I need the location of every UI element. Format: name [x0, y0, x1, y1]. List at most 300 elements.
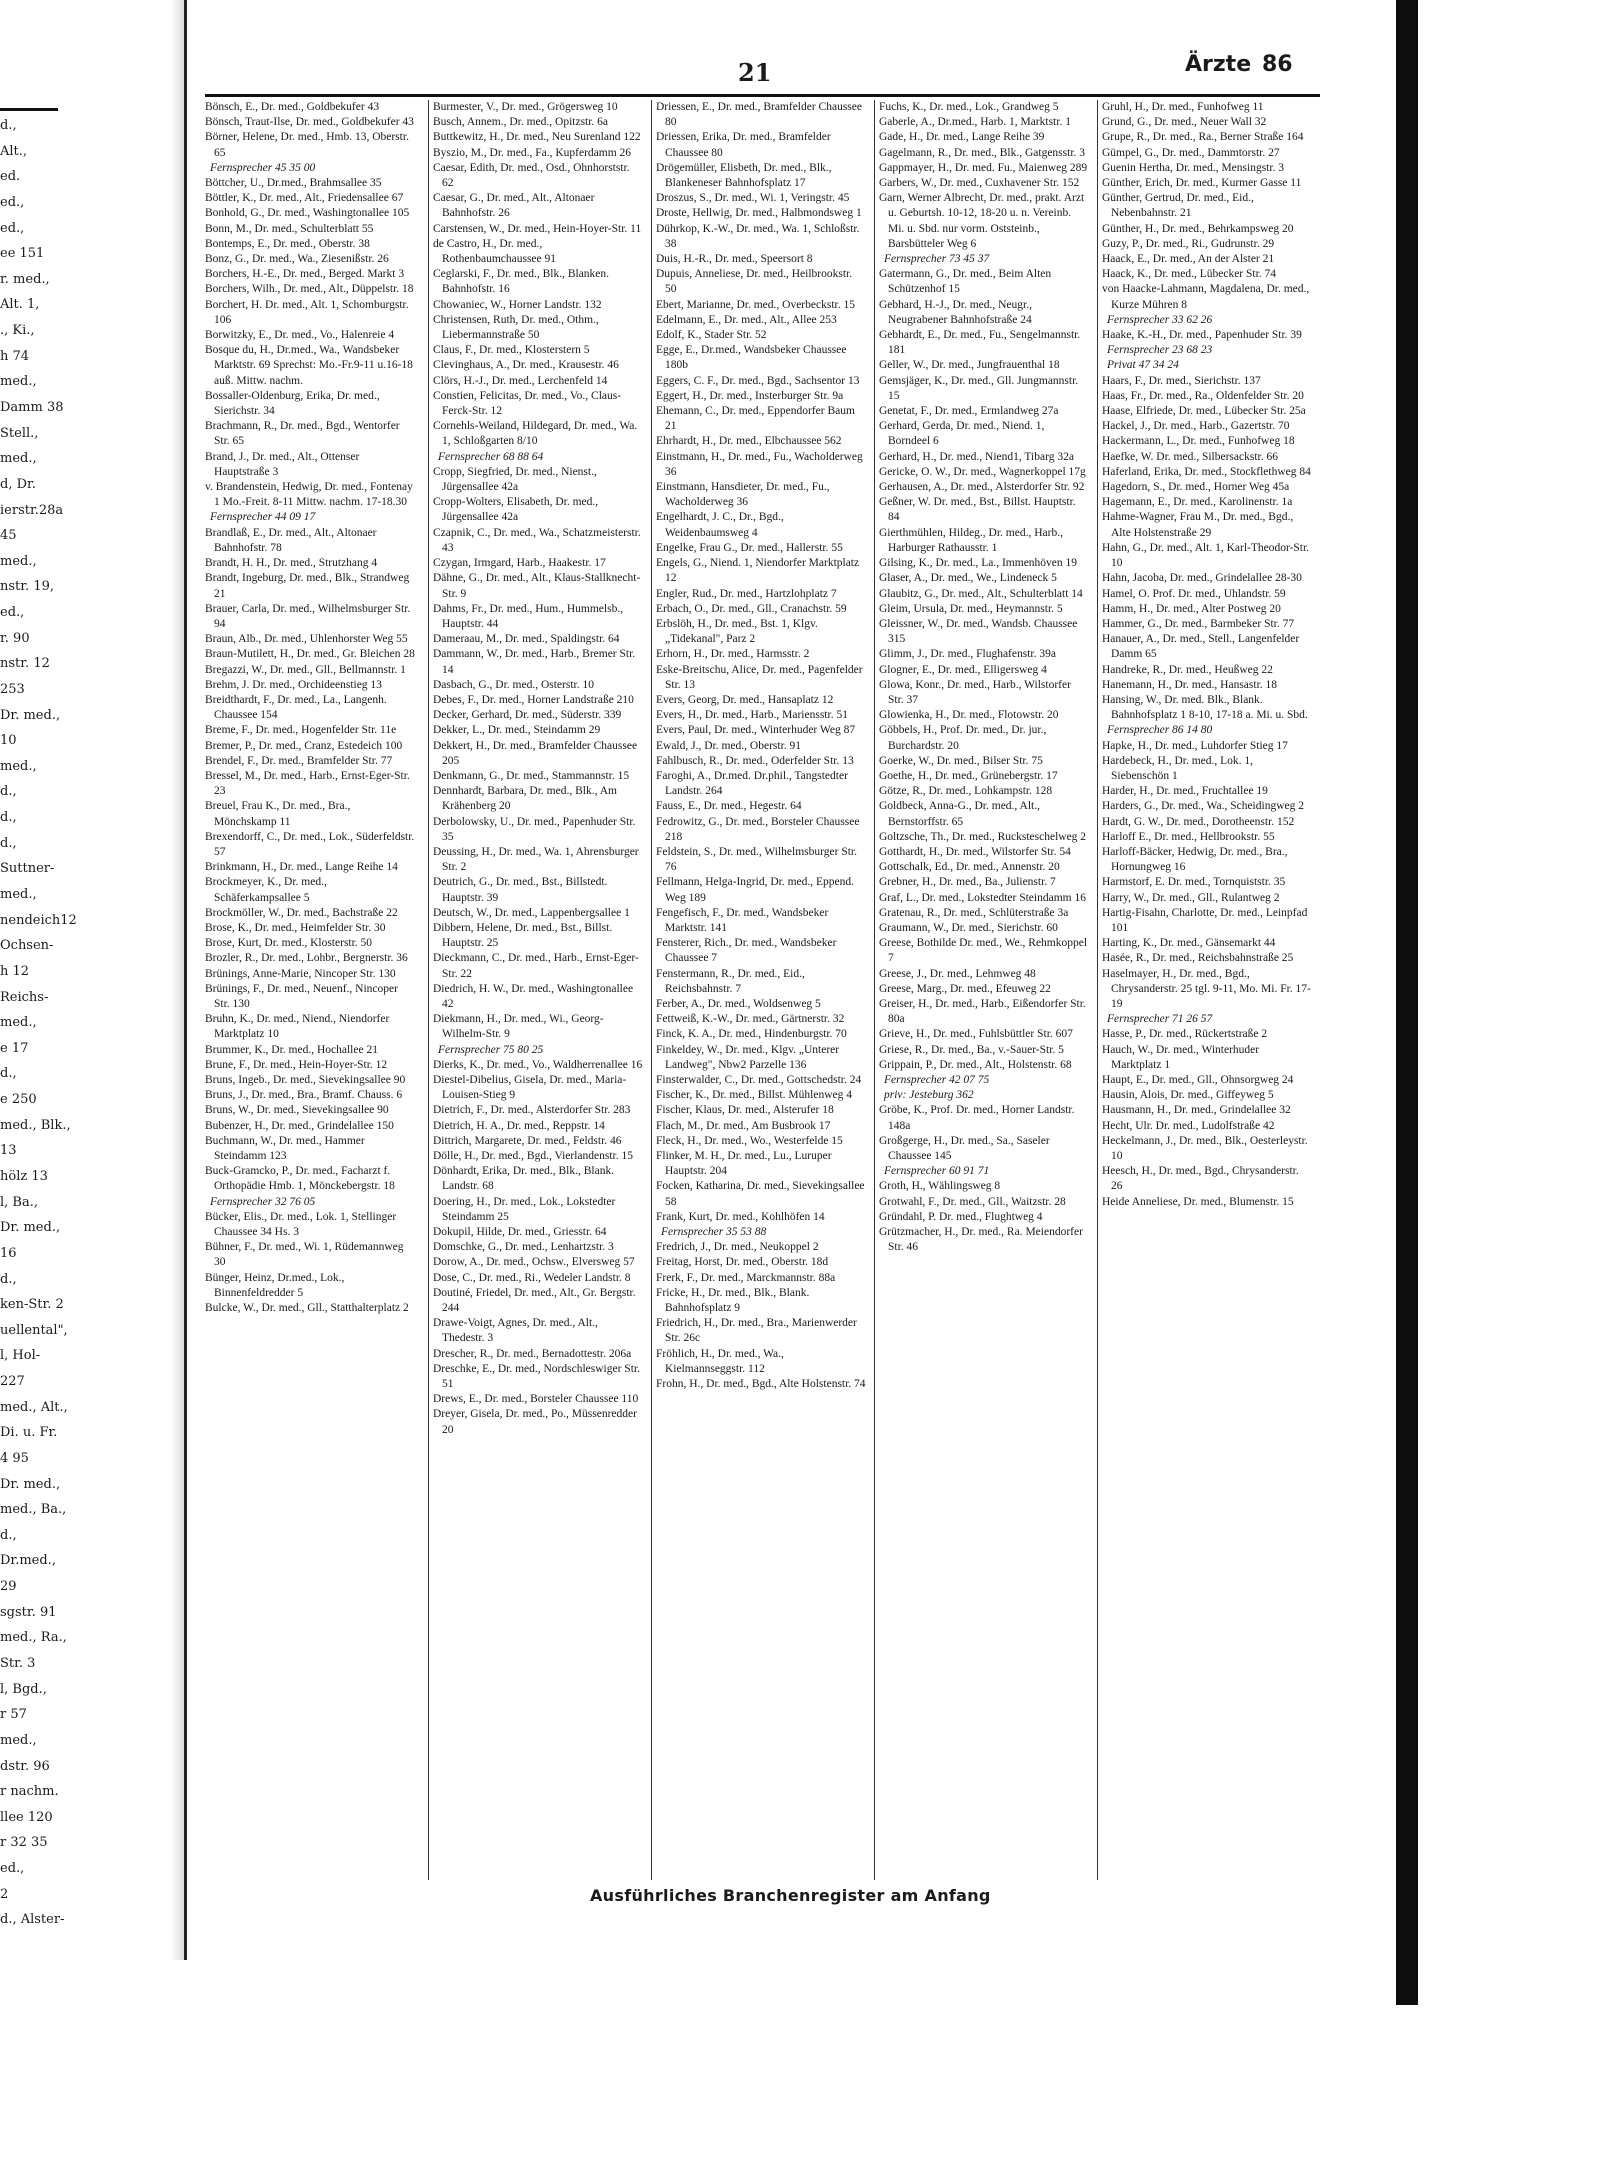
- directory-entry: Bruns, J., Dr. med., Bra., Bramf. Chauss. 6: [205, 1089, 403, 1102]
- directory-entry: Haselmayer, H., Dr. med., Bgd., Chrysanderstr. 25 tgl. 9-11, Mo. Mi. Fr. 17-19: [1102, 967, 1311, 1010]
- directory-entry: Drawe-Voigt, Agnes, Dr. med., Alt., Thedestr. 3: [433, 1317, 598, 1345]
- left-fragment: sgstr. 91: [0, 1604, 57, 1620]
- directory-entry: Dahms, Fr., Dr. med., Hum., Hummelsb., Hauptstr. 44: [433, 602, 624, 630]
- left-fragment: h 74: [0, 348, 30, 364]
- directory-entry: Eggert, H., Dr. med., Insterburger Str. 9a: [656, 389, 844, 402]
- page-number: 21: [738, 58, 772, 87]
- phone-line: Privat 47 34 24: [1107, 359, 1179, 372]
- directory-entry: Ewald, J., Dr. med., Oberstr. 91: [656, 739, 802, 752]
- directory-entry: Edelmann, E., Dr. med., Alt., Allee 253: [656, 313, 837, 326]
- left-page-rule: [0, 108, 58, 111]
- page-gutter-shadow: [170, 0, 184, 1960]
- directory-entry: Busch, Annem., Dr. med., Opitzstr. 6a: [433, 116, 609, 129]
- directory-entry: Frank, Kurt, Dr. med., Kohlhöfen 14: [656, 1210, 825, 1223]
- left-fragment: Dr.med.,: [0, 1553, 56, 1569]
- directory-entry: Edolf, K., Stader Str. 52: [656, 329, 767, 342]
- directory-entry: Dekkert, H., Dr. med., Bramfelder Chaussee 205: [433, 739, 638, 767]
- left-fragment: med.,: [0, 553, 37, 569]
- directory-entry: Harting, K., Dr. med., Gänsemarkt 44: [1102, 937, 1276, 950]
- directory-entry: Dameraau, M., Dr. med., Spaldingstr. 64: [433, 633, 620, 646]
- directory-entry: Hauch, W., Dr. med., Winterhuder Marktplatz 1: [1102, 1043, 1260, 1071]
- directory-entry: Ehemann, C., Dr. med., Eppendorfer Baum 21: [656, 405, 855, 433]
- directory-entry: Deussing, H., Dr. med., Wa. 1, Ahrensburger Str. 2: [433, 845, 639, 874]
- directory-entry: Engelke, Frau G., Dr. med., Hallerstr. 55: [656, 541, 843, 554]
- left-fragment: 29: [0, 1579, 17, 1595]
- directory-entry: de Castro, H., Dr. med., Rothenbaumchaussee 91: [433, 237, 557, 266]
- directory-entry: Bruns, W., Dr. med., Sievekingsallee 90: [205, 1104, 389, 1117]
- directory-entry: Guzy, P., Dr. med., Ri., Gudrunstr. 29: [1102, 237, 1275, 250]
- directory-entry: Haferland, Erika, Dr. med., Stockflethweg 84: [1102, 465, 1311, 478]
- directory-entry: Geller, W., Dr. med., Jungfrauenthal 18: [879, 359, 1060, 372]
- directory-entry: Gerhard, H., Dr. med., Niend1, Tibarg 32a: [879, 450, 1074, 463]
- header-rule: [205, 94, 1320, 97]
- left-fragment: med.,: [0, 451, 37, 467]
- directory-entry: Braun-Mutilett, H., Dr. med., Gr. Bleichen 28: [205, 648, 415, 661]
- directory-entry: Goltzsche, Th., Dr. med., Rucksteschelweg 2: [879, 830, 1087, 843]
- directory-entry: Dietrich, H. A., Dr. med., Reppstr. 14: [433, 1119, 605, 1132]
- directory-entry: Bönsch, E., Dr. med., Goldbekufer 43: [205, 101, 380, 113]
- directory-entry: Fischer, K., Dr. med., Billst. Mühlenweg 4: [656, 1089, 852, 1102]
- directory-entry: Goethe, H., Dr. med., Grünebergstr. 17: [879, 769, 1058, 782]
- left-fragment: 16: [0, 1245, 17, 1261]
- directory-entry: Decker, Gerhard, Dr. med., Süderstr. 339: [433, 709, 622, 722]
- phone-line: Fernsprecher 42 07 75: [884, 1074, 990, 1086]
- directory-entry: Gotthardt, H., Dr. med., Wilstorfer Str. 54: [879, 845, 1071, 858]
- directory-entry: Bünger, Heinz, Dr.med., Lok., Binnenfeldredder 5: [205, 1271, 345, 1299]
- directory-entry: Brose, K., Dr. med., Heimfelder Str. 30: [205, 921, 386, 934]
- directory-entry: Faroghi, A., Dr.med. Dr.phil., Tangstedter Landstr. 264: [656, 769, 848, 798]
- left-fragment: 227: [0, 1374, 25, 1390]
- directory-entry: Heide Anneliese, Dr. med., Blumenstr. 15: [1102, 1195, 1294, 1208]
- directory-entry: Haas, Fr., Dr. med., Ra., Oldenfelder Str. 20: [1102, 389, 1304, 402]
- left-fragment: Reichs-: [0, 989, 49, 1005]
- directory-entry: Dokupil, Hilde, Dr. med., Griesstr. 64: [433, 1226, 607, 1239]
- directory-entry: Dekker, L., Dr. med., Steindamm 29: [433, 724, 601, 737]
- directory-entry: Fuchs, K., Dr. med., Lok., Grandweg 5: [879, 101, 1059, 113]
- left-fragment: Dr. med.,: [0, 1476, 61, 1492]
- left-fragment: Dr. med.,: [0, 707, 61, 723]
- left-fragment: ed.,: [0, 194, 25, 210]
- directory-entry: Bruhn, K., Dr. med., Niend., Niendorfer Marktplatz 10: [205, 1013, 390, 1041]
- directory-entry: Droste, Hellwig, Dr. med., Halbmondsweg 1: [656, 207, 862, 220]
- directory-entry: Derbolowsky, U., Dr. med., Papenhuder Str. 35: [433, 815, 636, 843]
- directory-entry: Böttler, K., Dr. med., Alt., Friedensallee 67: [205, 192, 404, 205]
- directory-entry: Gade, H., Dr. med., Lange Reihe 39: [879, 131, 1045, 144]
- directory-entry: Glaser, A., Dr. med., We., Lindeneck 5: [879, 572, 1057, 585]
- directory-entry: Günther, Gertrud, Dr. med., Eid., Nebenbahnstr. 21: [1102, 192, 1254, 220]
- directory-entry: Borwitzky, E., Dr. med., Vo., Halenreie 4: [205, 329, 395, 342]
- directory-entry: Glimm, J., Dr. med., Flughafenstr. 39a: [879, 648, 1056, 661]
- directory-entry: Dasbach, G., Dr. med., Osterstr. 10: [433, 678, 594, 691]
- directory-entry: Brachmann, R., Dr. med., Bgd., Wentorfer Str. 65: [205, 420, 400, 448]
- left-fragment: med., Ba.,: [0, 1502, 67, 1518]
- directory-entry: Gümpel, G., Dr. med., Dammtorstr. 27: [1102, 146, 1280, 159]
- phone-line: Fernsprecher 33 62 26: [1107, 313, 1213, 326]
- directory-entry: Cropp, Siegfried, Dr. med., Nienst., Jürgensallee 42a: [433, 465, 597, 494]
- directory-entry: Glowa, Konr., Dr. med., Harb., Wilstorfer Str. 37: [879, 678, 1071, 706]
- directory-entry: Borchert, H. Dr. med., Alt. 1, Schomburgstr. 106: [205, 298, 409, 326]
- directory-entry: Deutsch, W., Dr. med., Lappenbergsallee 1: [433, 906, 630, 919]
- left-fragment: Alt.,: [0, 143, 28, 159]
- left-fragment: nstr. 12: [0, 656, 50, 672]
- directory-entry: Frohn, H., Dr. med., Bgd., Alte Holstenstr. 74: [656, 1378, 866, 1391]
- directory-entry: Gleissner, W., Dr. med., Wandsb. Chaussee 315: [879, 617, 1078, 646]
- directory-entry: Brünings, Anne-Marie, Nincoper Str. 130: [205, 967, 396, 980]
- directory-entry: Bonhold, G., Dr. med., Washingtonallee 105: [205, 207, 410, 220]
- left-fragment: ed.,: [0, 1861, 25, 1877]
- phone-line: priv: Jesteburg 362: [884, 1089, 974, 1102]
- directory-entry: Ceglarski, F., Dr. med., Blk., Blanken. Bahnhofstr. 16: [433, 268, 610, 296]
- left-fragment: med.,: [0, 1015, 37, 1031]
- directory-column-4: [874, 100, 1089, 1880]
- left-fragment: med.,: [0, 374, 37, 390]
- directory-entry: Haase, Elfriede, Dr. med., Lübecker Str. 25a: [1102, 405, 1306, 418]
- directory-entry: Bonn, M., Dr. med., Schulterblatt 55: [205, 222, 374, 235]
- directory-entry: Dierks, K., Dr. med., Vo., Waldherrenallee 16: [433, 1058, 643, 1071]
- left-fragment: uellental",: [0, 1322, 68, 1338]
- left-fragment: med.,: [0, 887, 37, 902]
- directory-entry: Heckelmann, J., Dr. med., Blk., Oesterleystr. 10: [1102, 1134, 1308, 1163]
- directory-entry: Gemsjäger, K., Dr. med., Gll. Jungmannstr. 15: [879, 374, 1079, 402]
- directory-entry: Bühner, F., Dr. med., Wi. 1, Rüdemannweg 30: [205, 1241, 404, 1269]
- left-fragment: e 250: [0, 1092, 37, 1108]
- directory-entry: Garn, Werner Albrecht, Dr. med., prakt. Arzt u. Geburtsh. 10-12, 18-20 u. n. Vereinb. Mi. u. Sbd. nur vorm. Oststeinb., Barsbütteler Weg 6: [879, 192, 1085, 250]
- directory-entry: Haars, F., Dr. med., Sierichstr. 137: [1102, 374, 1261, 387]
- left-fragment: l, Ba.,: [0, 1194, 38, 1210]
- directory-entry: Dreschke, E., Dr. med., Nordschleswiger Str. 51: [433, 1362, 640, 1391]
- directory-entry: Hausmann, H., Dr. med., Grindelallee 32: [1102, 1104, 1291, 1117]
- directory-entry: Hecht, Ulr. Dr. med., Ludolfstraße 42: [1102, 1119, 1275, 1132]
- directory-entry: Brinkmann, H., Dr. med., Lange Reihe 14: [205, 861, 398, 874]
- left-fragment: l, Bgd.,: [0, 1681, 47, 1697]
- directory-entry: Brandt, Ingeburg, Dr. med., Blk., Strandweg 21: [205, 572, 410, 600]
- left-fragment: r 32 35: [0, 1835, 48, 1851]
- directory-entry: Fellmann, Helga-Ingrid, Dr. med., Eppend. Weg 189: [656, 876, 855, 904]
- left-fragment: 2: [0, 1886, 9, 1902]
- left-fragment: l, Hol-: [0, 1348, 41, 1364]
- directory-entry: Greese, J., Dr. med., Lehmweg 48: [879, 967, 1036, 980]
- directory-column-2: [428, 100, 643, 1880]
- directory-entry: Drögemüller, Elisbeth, Dr. med., Blk., Blankeneser Bahnhofsplatz 17: [656, 161, 832, 190]
- directory-entry: Claus, F., Dr. med., Klosterstern 5: [433, 344, 590, 357]
- directory-entry: Hasse, P., Dr. med., Rückertstraße 2: [1102, 1028, 1268, 1041]
- directory-entry: Götze, R., Dr. med., Lohkampstr. 128: [879, 785, 1053, 798]
- left-fragment: 10: [0, 733, 17, 749]
- directory-entry: Buttkewitz, H., Dr. med., Neu Surenland 122: [433, 131, 641, 144]
- directory-entry: Grotwahl, F., Dr. med., Gll., Waitzstr. 28: [879, 1195, 1066, 1208]
- directory-entry: Dölle, H., Dr. med., Bgd., Vierlandenstr. 15: [433, 1150, 634, 1163]
- directory-entry: Goldbeck, Anna-G., Dr. med., Alt., Bernstorffstr. 65: [879, 800, 1040, 828]
- left-fragment: Damm 38: [0, 399, 64, 415]
- directory-entry: Gerhausen, A., Dr. med., Alsterdorfer Str. 92: [879, 481, 1085, 494]
- directory-entry: Haack, E., Dr. med., An der Alster 21: [1102, 253, 1275, 266]
- left-fragment: dstr. 96: [0, 1758, 50, 1774]
- directory-entry: Chowaniec, W., Horner Landstr. 132: [433, 298, 602, 311]
- directory-entry: Fensterer, Rich., Dr. med., Wandsbeker Chaussee 7: [656, 937, 837, 965]
- directory-entry: Dittrich, Margarete, Dr. med., Feldstr. 46: [433, 1134, 622, 1147]
- directory-entry: Bonz, G., Dr. med., Wa., Ziesenißstr. 26: [205, 253, 389, 266]
- directory-entry: Gilsing, K., Dr. med., La., Immenhöven 19: [879, 557, 1078, 570]
- directory-entry: Bruns, Ingeb., Dr. med., Sievekingsallee 90: [205, 1074, 406, 1086]
- directory-entry: Böttcher, U., Dr.med., Brahmsallee 35: [205, 177, 382, 190]
- directory-entry: Gröbe, K., Prof. Dr. med., Horner Landstr. 148a: [879, 1104, 1075, 1132]
- directory-entry: Einstmann, H., Dr. med., Fu., Wacholderweg 36: [656, 450, 863, 478]
- directory-column-5: [1097, 100, 1312, 1880]
- phone-line: Fernsprecher 86 14 80: [1107, 724, 1213, 737]
- directory-entry: Griese, R., Dr. med., Ba., v.-Sauer-Str. 5: [879, 1043, 1064, 1056]
- phone-line: Fernsprecher 45 35 00: [210, 161, 316, 174]
- directory-entry: Harry, W., Dr. med., Gll., Rulantweg 2: [1102, 891, 1280, 904]
- directory-entry: Großgerge, H., Dr. med., Sa., Saseler Chaussee 145: [879, 1134, 1050, 1163]
- directory-entry: Doutiné, Friedel, Dr. med., Alt., Gr. Bergstr. 244: [433, 1286, 636, 1315]
- phone-line: Fernsprecher 68 88 64: [438, 450, 544, 463]
- directory-entry: Bosque du, H., Dr.med., Wa., Wandsbeker Marktstr. 69 Sprechst: Mo.-Fr.9-11 u.16-18 auß. Mittw. nachm.: [205, 344, 413, 387]
- directory-entry: Bücker, Elis., Dr. med., Lok. 1, Stellinger Chaussee 34 Hs. 3: [205, 1210, 397, 1239]
- directory-entry: Gruhl, H., Dr. med., Funhofweg 11: [1102, 101, 1264, 113]
- directory-entry: Fengefisch, F., Dr. med., Wandsbeker Marktstr. 141: [656, 906, 829, 934]
- directory-entry: Garbers, W., Dr. med., Cuxhavener Str. 152: [879, 177, 1080, 190]
- directory-entry: Buck-Gramcko, P., Dr. med., Facharzt f. Orthopädie Hmb. 1, Mönckebergstr. 18: [205, 1165, 395, 1193]
- phone-line: Fernsprecher 35 53 88: [661, 1226, 767, 1239]
- directory-entry: Hanemann, H., Dr. med., Hansastr. 18: [1102, 678, 1278, 691]
- directory-entry: Duis, H.-R., Dr. med., Speersort 8: [656, 253, 813, 266]
- left-fragment: Stell.,: [0, 425, 39, 441]
- directory-entry: Ehrhardt, H., Dr. med., Elbchaussee 562: [656, 435, 842, 448]
- directory-entry: Groth, H., Wählingsweg 8: [879, 1180, 1001, 1193]
- directory-entry: Diestel-Dibelius, Gisela, Dr. med., Maria-Louisen-Stieg 9: [433, 1074, 627, 1102]
- directory-entry: Haack, K., Dr. med., Lübecker Str. 74: [1102, 268, 1277, 281]
- directory-entry: Hammer, G., Dr. med., Barmbeker Str. 77: [1102, 617, 1295, 630]
- directory-entry: Geßner, W. Dr. med., Bst., Billst. Hauptstr. 84: [879, 496, 1076, 524]
- directory-entry: Dührkop, K.-W., Dr. med., Wa. 1, Schloßstr. 38: [656, 222, 860, 250]
- directory-entry: Grieve, H., Dr. med., Fuhlsbüttler Str. 607: [879, 1028, 1073, 1041]
- directory-entry: Gericke, O. W., Dr. med., Wagnerkoppel 17g: [879, 465, 1086, 478]
- directory-entry: Fischer, Klaus, Dr. med., Alsterufer 18: [656, 1104, 834, 1117]
- directory-entry: Czygan, Irmgard, Harb., Haakestr. 17: [433, 557, 606, 570]
- directory-entry: Hagemann, E., Dr. med., Karolinenstr. 1a: [1102, 496, 1293, 509]
- directory-entry: Gratenau, R., Dr. med., Schlüterstraße 3a: [879, 906, 1069, 919]
- phone-line: Fernsprecher 73 45 37: [884, 253, 990, 266]
- directory-entry: Grützmacher, H., Dr. med., Ra. Meiendorfer Str. 46: [879, 1226, 1083, 1254]
- directory-entry: Börner, Helene, Dr. med., Hmb. 13, Oberstr. 65: [205, 131, 409, 159]
- directory-entry: Haake, K.-H., Dr. med., Papenhuder Str. 39: [1102, 329, 1302, 342]
- directory-entry: Evers, Georg, Dr. med., Hansaplatz 12: [656, 693, 834, 706]
- directory-entry: Deutrich, G., Dr. med., Bst., Billstedt. Hauptstr. 39: [433, 876, 608, 904]
- directory-entry: Dammann, W., Dr. med., Harb., Bremer Str. 14: [433, 648, 636, 676]
- left-fragment: e 17: [0, 1040, 29, 1056]
- left-fragment: r 57: [0, 1707, 27, 1723]
- directory-entry: Eggers, C. F., Dr. med., Bgd., Sachsentor 13: [656, 374, 860, 387]
- directory-entry: Cornehls-Weiland, Hildegard, Dr. med., Wa. 1, Schloßgarten 8/10: [433, 420, 638, 448]
- directory-entry: Denkmann, G., Dr. med., Stammannstr. 15: [433, 769, 630, 782]
- directory-entry: Diedrich, H. W., Dr. med., Washingtonallee 42: [433, 982, 634, 1010]
- directory-entry: Driessen, Erika, Dr. med., Bramfelder Chaussee 80: [656, 131, 831, 159]
- directory-entry: Fauss, E., Dr. med., Hegestr. 64: [656, 800, 802, 813]
- directory-entry: Cropp-Wolters, Elisabeth, Dr. med., Jürgensallee 42a: [433, 496, 599, 524]
- left-fragment: h 12: [0, 963, 30, 979]
- left-fragment: ed.,: [0, 220, 25, 236]
- directory-entry: Flinker, M. H., Dr. med., Lu., Luruper Hauptstr. 204: [656, 1150, 832, 1178]
- directory-entry: Borchers, Wilh., Dr. med., Alt., Düppelstr. 18: [205, 283, 414, 296]
- phone-line: Fernsprecher 71 26 57: [1107, 1013, 1213, 1026]
- directory-entry: Friedrich, H., Dr. med., Bra., Marienwerder Str. 26c: [656, 1317, 857, 1345]
- directory-entry: Harloff E., Dr. med., Hellbrookstr. 55: [1102, 830, 1275, 843]
- directory-entry: Glogner, E., Dr. med., Elligersweg 4: [879, 663, 1047, 676]
- directory-entry: Brandt, H. H., Dr. med., Strutzhang 4: [205, 557, 378, 570]
- phone-line: Fernsprecher 23 68 23: [1107, 344, 1213, 357]
- directory-entry: Dähne, G., Dr. med., Alt., Klaus-Stallknecht-Str. 9: [433, 572, 641, 600]
- directory-entry: Graumann, W., Dr. med., Sierichstr. 60: [879, 921, 1058, 934]
- directory-entry: Erhorn, H., Dr. med., Harmsstr. 2: [656, 648, 810, 661]
- directory-entry: Glaubitz, G., Dr. med., Alt., Schulterblatt 14: [879, 587, 1083, 600]
- section-title: Ärzte: [1185, 52, 1252, 77]
- directory-entry: Bontemps, E., Dr. med., Oberstr. 38: [205, 237, 370, 250]
- directory-entry: Drews, E., Dr. med., Borsteler Chaussee 110: [433, 1393, 639, 1406]
- directory-entry: Focken, Katharina, Dr. med., Sievekingsallee 58: [656, 1180, 865, 1208]
- directory-entry: Bönsch, Traut-Ilse, Dr. med., Goldbekufer 43: [205, 116, 414, 129]
- directory-entry: Grupe, R., Dr. med., Ra., Berner Straße 164: [1102, 131, 1304, 144]
- directory-entry: Borchers, H.-E., Dr. med., Berged. Markt 3: [205, 268, 405, 281]
- directory-entry: Byszio, M., Dr. med., Fa., Kupferdamm 26: [433, 146, 632, 159]
- directory-entry: Fettweiß, K.-W., Dr. med., Gärtnerstr. 32: [656, 1013, 845, 1026]
- directory-entry: Brauer, Carla, Dr. med., Wilhelmsburger Str. 94: [205, 602, 411, 630]
- directory-entry: Goerke, W., Dr. med., Bilser Str. 75: [879, 754, 1043, 767]
- directory-entry: Ebert, Marianne, Dr. med., Overbeckstr. 15: [656, 298, 855, 311]
- left-fragment: d.,: [0, 118, 17, 133]
- directory-entry: Dibbern, Helene, Dr. med., Bst., Billst. Hauptstr. 25: [433, 921, 613, 950]
- directory-entry: Breuel, Frau K., Dr. med., Bra., Mönchskamp 11: [205, 800, 351, 828]
- left-fragment: ee 151: [0, 246, 45, 262]
- directory-entry: Clevinghaus, A., Dr. med., Krausestr. 46: [433, 359, 619, 372]
- phone-line: Fernsprecher 75 80 25: [438, 1043, 544, 1056]
- directory-entry: Gagelmann, R., Dr. med., Blk., Gatgensstr. 3: [879, 146, 1086, 159]
- directory-column-3: [651, 100, 866, 1880]
- directory-entry: Egge, E., Dr.med., Wandsbeker Chaussee 180b: [656, 344, 847, 372]
- left-fragment: 253: [0, 681, 25, 697]
- directory-entry: Frerk, F., Dr. med., Marckmannstr. 88a: [656, 1271, 836, 1284]
- directory-entry: Bubenzer, H., Dr. med., Grindelallee 150: [205, 1119, 394, 1132]
- directory-entry: Bressel, M., Dr. med., Harb., Ernst-Eger-Str. 23: [205, 769, 410, 798]
- footer-note: Ausführliches Branchenregister am Anfang: [590, 1886, 991, 1905]
- directory-entry: Göbbels, H., Prof. Dr. med., Dr. jur., Burchardstr. 20: [879, 724, 1047, 752]
- directory-entry: Haefke, W. Dr. med., Silbersackstr. 66: [1102, 450, 1278, 463]
- left-fragment: d., Alster-: [0, 1912, 65, 1928]
- directory-entry: Harloff-Bäcker, Hedwig, Dr. med., Bra., Hornungweg 16: [1102, 845, 1288, 874]
- left-fragment: r. 90: [0, 630, 30, 646]
- directory-entry: Domschke, G., Dr. med., Lenhartzstr. 3: [433, 1241, 614, 1254]
- directory-entry: Bulcke, W., Dr. med., Gll., Statthalterplatz 2: [205, 1302, 409, 1315]
- directory-entry: Heesch, H., Dr. med., Bgd., Chrysanderstr. 26: [1102, 1165, 1299, 1193]
- directory-entry: Fedrowitz, G., Dr. med., Borsteler Chaussee 218: [656, 815, 860, 843]
- directory-entry: Brockmeyer, K., Dr. med., Schäferkampsallee 5: [205, 876, 327, 904]
- directory-entry: Dreyer, Gisela, Dr. med., Po., Müssenredder 20: [433, 1408, 637, 1436]
- directory-entry: Greese, Bothilde Dr. med., We., Rehmkoppel 7: [879, 937, 1088, 965]
- directory-entry: Fahlbusch, R., Dr. med., Oderfelder Str. 13: [656, 754, 854, 767]
- directory-entry: Doering, H., Dr. med., Lok., Lokstedter Steindamm 25: [433, 1195, 616, 1223]
- directory-entry: Guenin Hertha, Dr. med., Mensingstr. 3: [1102, 161, 1285, 174]
- left-fragment: ed.,: [0, 605, 25, 621]
- directory-entry: Burmester, V., Dr. med., Grögersweg 10: [433, 101, 618, 113]
- directory-entry: Hahme-Wagner, Frau M., Dr. med., Bgd., Alte Holstenstraße 29: [1102, 511, 1294, 539]
- directory-entry: Hamel, O. Prof. Dr. med., Uhlandstr. 59: [1102, 587, 1286, 600]
- directory-entry: Engelhardt, J. C., Dr., Bgd., Weidenbaumsweg 4: [656, 511, 784, 539]
- scan-edge-band: [1396, 0, 1418, 2005]
- directory-entry: Hardt, G. W., Dr. med., Dorotheenstr. 152: [1102, 815, 1295, 828]
- directory-entry: Brandlaß, E., Dr. med., Alt., Altonaer Bahnhofstr. 78: [205, 526, 377, 554]
- directory-entry: Czapnik, C., Dr. med., Wa., Schatzmeisterstr. 43: [433, 526, 641, 554]
- directory-entry: Hapke, H., Dr. med., Luhdorfer Stieg 17: [1102, 739, 1288, 752]
- directory-entry: Hahn, G., Dr. med., Alt. 1, Karl-Theodor-Str. 10: [1102, 541, 1310, 570]
- left-fragment: 45: [0, 528, 17, 544]
- directory-entry: Clörs, H.-J., Dr. med., Lerchenfeld 14: [433, 374, 608, 387]
- directory-entry: Carstensen, W., Dr. med., Hein-Hoyer-Str. 11: [433, 222, 642, 235]
- directory-entry: Dorow, A., Dr. med., Ochsw., Elversweg 57: [433, 1256, 635, 1269]
- directory-entry: Driessen, E., Dr. med., Bramfelder Chaussee 80: [656, 101, 862, 129]
- left-fragment: d.,: [0, 810, 17, 826]
- left-fragment: med., Alt.,: [0, 1399, 68, 1415]
- directory-entry: Bossaller-Oldenburg, Erika, Dr. med., Sierichstr. 34: [205, 389, 380, 418]
- left-fragment: nendeich12: [0, 912, 77, 928]
- directory-entry: Günther, Erich, Dr. med., Kurmer Gasse 11: [1102, 177, 1302, 190]
- left-fragment: r. med.,: [0, 271, 50, 287]
- directory-entry: Finsterwalder, C., Dr. med., Gottschedstr. 24: [656, 1074, 862, 1086]
- left-fragment: med., Ra.,: [0, 1630, 67, 1646]
- directory-entry: Eske-Breitschu, Alice, Dr. med., Pagenfelder Str. 13: [656, 663, 863, 691]
- directory-entry: Hamm, H., Dr. med., Alter Postweg 20: [1102, 602, 1281, 615]
- directory-entry: Gebhard, H.-J., Dr. med., Neugr., Neugrabener Bahnhofstraße 24: [879, 298, 1032, 326]
- left-fragment: r nachm.: [0, 1784, 59, 1800]
- directory-entry: Dietrich, F., Dr. med., Alsterdorfer Str. 283: [433, 1104, 631, 1117]
- directory-entry: Glowienka, H., Dr. med., Flotowstr. 20: [879, 709, 1059, 722]
- directory-column-1: [205, 100, 415, 1880]
- directory-entry: Ferber, A., Dr. med., Woldsenweg 5: [656, 997, 821, 1010]
- directory-entry: Grippain, P., Dr. med., Alt., Holstenstr. 68: [879, 1058, 1072, 1071]
- directory-entry: Brexendorff, C., Dr. med., Lok., Süderfeldstr. 57: [205, 830, 415, 858]
- directory-entry: Drescher, R., Dr. med., Bernadottestr. 206a: [433, 1347, 632, 1360]
- left-fragment: ., Ki.,: [0, 323, 35, 339]
- left-fragment: ed.: [0, 169, 21, 185]
- left-fragment: d, Dr.: [0, 476, 36, 492]
- directory-entry: Diekmann, H., Dr. med., Wi., Georg-Wilhelm-Str. 9: [433, 1013, 604, 1041]
- directory-entry: Finck, K. A., Dr. med., Hindenburgstr. 70: [656, 1028, 847, 1041]
- directory-entry: Engels, G., Niend. 1, Niendorfer Marktplatz 12: [656, 557, 860, 585]
- directory-entry: Erbslöh, H., Dr. med., Bst. 1, Klgv. „Tidekanal", Parz 2: [656, 617, 818, 646]
- phone-line: Fernsprecher 44 09 17: [210, 511, 316, 524]
- section-number: 86: [1262, 52, 1293, 77]
- directory-entry: Breme, F., Dr. med., Hogenfelder Str. 11e: [205, 724, 397, 737]
- left-fragment: d.,: [0, 1066, 17, 1082]
- directory-entry: v. Brandenstein, Hedwig, Dr. med., Fontenay 1 Mo.-Freit. 8-11 Mittw. nachm. 17-18.30: [205, 481, 413, 509]
- directory-entry: Brose, Kurt, Dr. med., Klosterstr. 50: [205, 937, 373, 950]
- directory-entry: Debes, F., Dr. med., Horner Landstraße 210: [433, 693, 634, 706]
- directory-entry: Fleck, H., Dr. med., Wo., Westerfelde 15: [656, 1134, 843, 1147]
- left-fragment: d.,: [0, 835, 17, 851]
- directory-entry: Fredrich, J., Dr. med., Neukoppel 2: [656, 1241, 819, 1254]
- directory-entry: Harmstorf, E. Dr. med., Tornquiststr. 35: [1102, 876, 1286, 889]
- directory-entry: Evers, H., Dr. med., Harb., Mariensstr. 51: [656, 709, 848, 722]
- left-fragment: Alt. 1,: [0, 297, 40, 313]
- directory-entry: Gerhard, Gerda, Dr. med., Niend. 1, Borndeel 6: [879, 420, 1045, 448]
- directory-entry: Brockmöller, W., Dr. med., Bachstraße 22: [205, 906, 398, 919]
- left-fragment: nstr. 19,: [0, 579, 54, 595]
- directory-entry: Hasée, R., Dr. med., Reichsbahnstraße 25: [1102, 952, 1294, 965]
- directory-entry: Hackel, J., Dr. med., Harb., Gazertstr. 70: [1102, 420, 1290, 433]
- directory-entry: Finkeldey, W., Dr. med., Klgv. „Unterer Landweg", Nbw2 Parzelle 136: [656, 1043, 840, 1071]
- directory-entry: Hartig-Fisahn, Charlotte, Dr. med., Leinpfad 101: [1102, 906, 1308, 934]
- directory-entry: Hardebeck, H., Dr. med., Lok. 1, Siebenschön 1: [1102, 754, 1254, 782]
- directory-columns: [205, 100, 1320, 1880]
- directory-entry: Fenstermann, R., Dr. med., Eid., Reichsbahnstr. 7: [656, 967, 805, 995]
